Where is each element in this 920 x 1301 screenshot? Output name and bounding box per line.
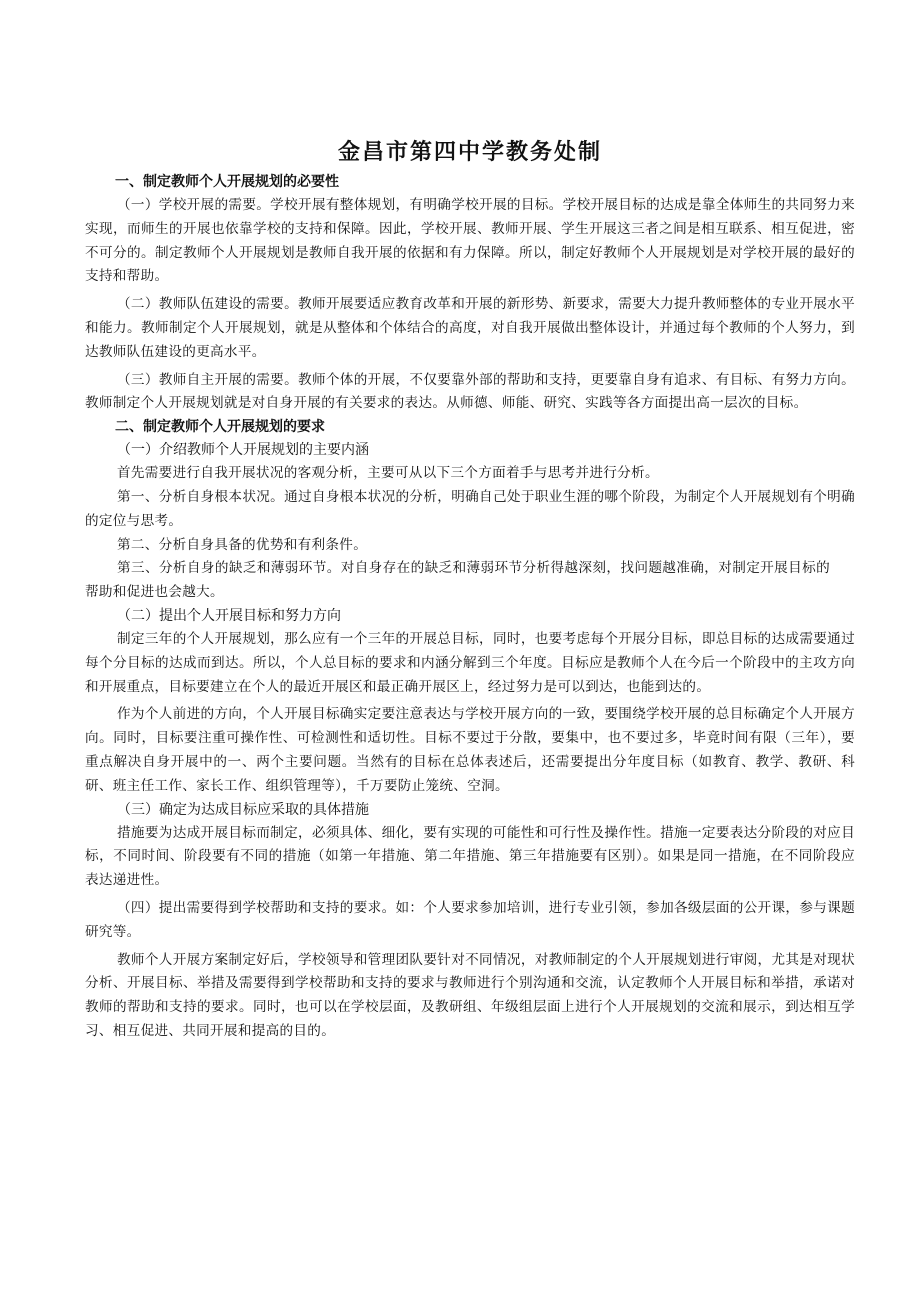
paragraph: 第三、分析自身的缺乏和薄弱环节。对自身存在的缺乏和薄弱环节分析得越深刻，找问题越准确，对制定开展目标的帮助和促进也会越大。 — [85, 560, 830, 601]
section-necessity — [85, 171, 855, 416]
subsection-heading: （二）提出个人开展目标和努力方向 — [117, 607, 341, 624]
paragraph: 首先需要进行自我开展状况的客观分析，主要可从以下三个方面着手与思考并进行分析。 — [117, 465, 659, 482]
paragraph: 第一、分析自身根本状况。通过自身根本状况的分析，明确自己处于职业生涯的哪个阶段，为制定个人开展规划有个明确的定位与思考。 — [85, 488, 855, 529]
paragraph: 教师个人开展方案制定好后，学校领导和管理团队要针对不同情况，对教师制定的个人开展规划进行审阅，尤其是对现状分析、开展目标、举措及需要得到学校帮助和支持的要求与教师进行个别沟通和交流，认定教师个人开展目标和举措，承诺对教师的帮助和支持的要求。同时，也可以在学校层面，及教研组、年级组层面上进行个人开展规划的交流和展示，到达相互学习、相互促进、共同开展和提高的目的。 — [85, 951, 855, 1039]
paragraph: 制定三年的个人开展规划，那么应有一个三年的开展总目标，同时，也要考虑每个开展分目标，即总目标的达成需要通过每个分目标的达成而到达。所以，个人总目标的要求和内涵分解到三个年度。目标应是教师个人在今后一个阶段中的主攻方向和开展重点，目标要建立在个人的最近开展区和最正确开展区上，经过努力是可以到达，也能到达的。 — [85, 630, 855, 695]
paragraph: （一）学校开展的需要。学校开展有整体规划，有明确学校开展的目标。学校开展目标的达成是靠全体师生的共同努力来实现，而师生的开展也依靠学校的支持和保障。因此，学校开展、教师开展、学生开展这三者之间是相互联系、相互促进，密不可分的。制定教师个人开展规划是教师自我开展的依据和有力保障。所以，制定好教师个人开展规划是对学校开展的最好的支持和帮助。 — [85, 197, 855, 285]
paragraph: （三）教师自主开展的需要。教师个体的开展，不仅要靠外部的帮助和支持，更要靠自身有追求、有目标、有努力方向。教师制定个人开展规划就是对自身开展的有关要求的表达。从师德、师能、研究、实践等各方面提出高一层次的目标。 — [85, 371, 855, 412]
paragraph: （四）提出需要得到学校帮助和支持的要求。如：个人要求参加培训，进行专业引领，参加各级层面的公开课，参与课题研究等。 — [85, 899, 855, 940]
paragraph: 作为个人前进的方向，个人开展目标确实定要注意表达与学校开展方向的一致，要围绕学校开展的总目标确定个人开展方向。同时，目标要注重可操作性、可检测性和适切性。目标不要过于分散，要集中，也不要过多，毕竟时间有限（三年），要重点解决自身开展中的一、两个主要问题。当然有的目标在总体表述后，还需要提出分年度目标（如教育、教学、教研、科研、班主任工作、家长工作、组织管理等），千万要防止笼统、空洞。 — [85, 706, 855, 794]
section-heading: 二、制定教师个人开展规划的要求 — [115, 419, 325, 436]
document-page — [85, 137, 855, 1044]
section-heading: 一、制定教师个人开展规划的必要性 — [115, 174, 339, 190]
subsection-heading: （三）确定为达成目标应采取的具体措施 — [117, 801, 369, 818]
section-requirements — [85, 416, 855, 1044]
paragraph: 措施要为达成开展目标而制定，必须具体、细化，要有实现的可能性和可行性及操作性。措施一定要表达分阶段的对应目标，不同时间、阶段要有不同的措施（如第一年措施、第二年措施、第三年措施要有区别）。如果是同一措施，在不同阶段应表达递进性。 — [85, 824, 855, 889]
paragraph: （二）教师队伍建设的需要。教师开展要适应教育改革和开展的新形势、新要求，需要大力提升教师整体的专业开展水平和能力。教师制定个人开展规划，就是从整体和个体结合的高度，对自我开展做出整体设计，并通过每个教师的个人努力，到达教师队伍建设的更高水平。 — [85, 296, 855, 360]
document-title: 金昌市第四中学教务处制 — [337, 139, 602, 165]
subsection-heading: （一）介绍教师个人开展规划的主要内涵 — [117, 442, 369, 459]
paragraph: 第二、分析自身具备的优势和有利条件。 — [117, 536, 368, 553]
